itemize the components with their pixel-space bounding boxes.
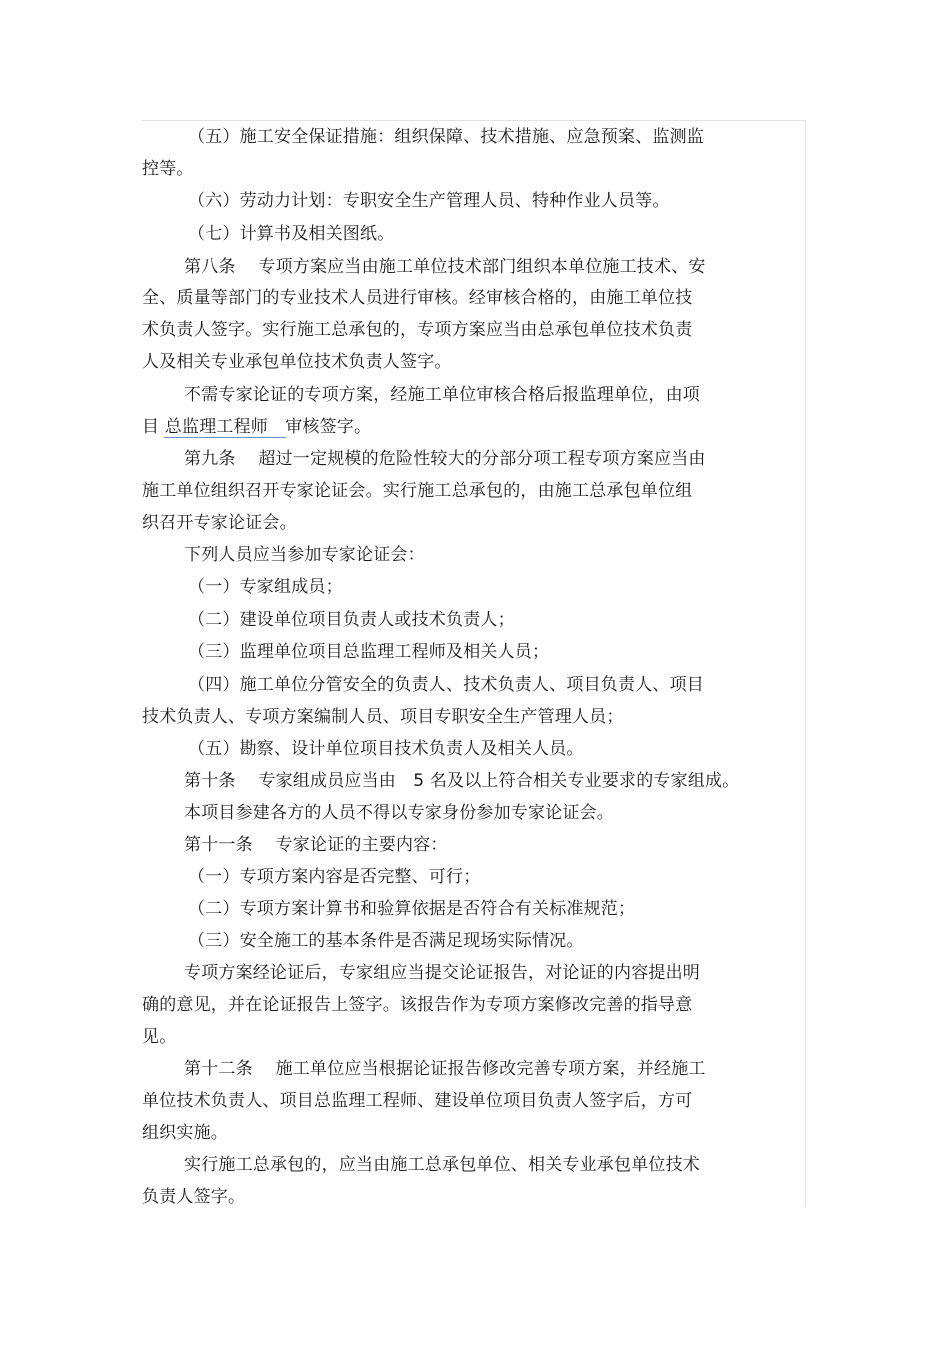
text-line: 下列人员应当参加专家论证会： <box>184 545 425 565</box>
text-line: 实行施工总承包的，应当由施工总承包单位、相关专业承包单位技术 <box>184 1155 700 1175</box>
text-line: （四）施工单位分管安全的负责人、技术负责人、项目负责人、项目 <box>188 675 704 695</box>
text-line: 第十二条 施工单位应当根据论证报告修改完善专项方案，并经施工 <box>184 1059 706 1079</box>
text-line: 单位技术负责人、项目总监理工程师、建设单位项目负责人签字后，方可 <box>142 1091 693 1111</box>
document-page <box>142 120 806 1207</box>
text-line: 第八条 专项方案应当由施工单位技术部门组织本单位施工技术、安 <box>184 257 706 277</box>
text-line: （七）计算书及相关图纸。 <box>188 224 395 244</box>
text-line: 控等。 <box>142 159 194 179</box>
hyperlink-underline[interactable] <box>164 437 286 438</box>
text-line: （一）专项方案内容是否完整、可行； <box>188 867 481 887</box>
text-line: 不需专家论证的专项方案，经施工单位审核合格后报监理单位，由项 <box>184 385 700 405</box>
text-line: 见。 <box>142 1027 177 1047</box>
text-line: 全、质量等部门的专业技术人员进行审核。经审核合格的，由施工单位技 <box>142 288 693 308</box>
text-line: （二）建设单位项目负责人或技术负责人； <box>188 610 515 630</box>
text-line: 确的意见，并在论证报告上签字。该报告作为专项方案修改完善的指导意 <box>142 995 693 1015</box>
text-line: （三）安全施工的基本条件是否满足现场实际情况。 <box>188 931 584 951</box>
text-line: 专项方案经论证后，专家组应当提交论证报告，对论证的内容提出明 <box>184 963 700 983</box>
text-line: 负责人签字。 <box>142 1187 246 1207</box>
text-line: 技术负责人、专项方案编制人员、项目专职安全生产管理人员； <box>142 707 624 727</box>
text-line: （五）施工安全保证措施：组织保障、技术措施、应急预案、监测监 <box>188 127 704 147</box>
text-line: 组织实施。 <box>142 1123 228 1143</box>
text-line: 目 总监理工程师 审核签字。 <box>142 417 372 437</box>
text-line: 术负责人签字。实行施工总承包的，专项方案应当由总承包单位技术负责 <box>142 320 693 340</box>
text-line: （五）勘察、设计单位项目技术负责人及相关人员。 <box>188 739 584 759</box>
text-line: （二）专项方案计算书和验算依据是否符合有关标准规范； <box>188 899 636 919</box>
text-line: （一）专家组成员； <box>188 577 343 597</box>
text-line: 第九条 超过一定规模的危险性较大的分部分项工程专项方案应当由 <box>184 449 706 469</box>
text-line: 人及相关专业承包单位技术负责人签字。 <box>142 352 452 372</box>
text-line: 本项目参建各方的人员不得以专家身份参加专家论证会。 <box>184 803 614 823</box>
text-line: 第十条 专家组成员应当由 5 名及以上符合相关专业要求的专家组成。 <box>184 771 740 791</box>
text-line: （六）劳动力计划：专职安全生产管理人员、特种作业人员等。 <box>188 191 670 211</box>
text-line: 第十一条 专家论证的主要内容： <box>184 835 448 855</box>
text-line: 织召开专家论证会。 <box>142 513 297 533</box>
text-line: （三）监理单位项目总监理工程师及相关人员； <box>188 642 550 662</box>
text-line: 施工单位组织召开专家论证会。实行施工总承包的，由施工总承包单位组 <box>142 481 693 501</box>
